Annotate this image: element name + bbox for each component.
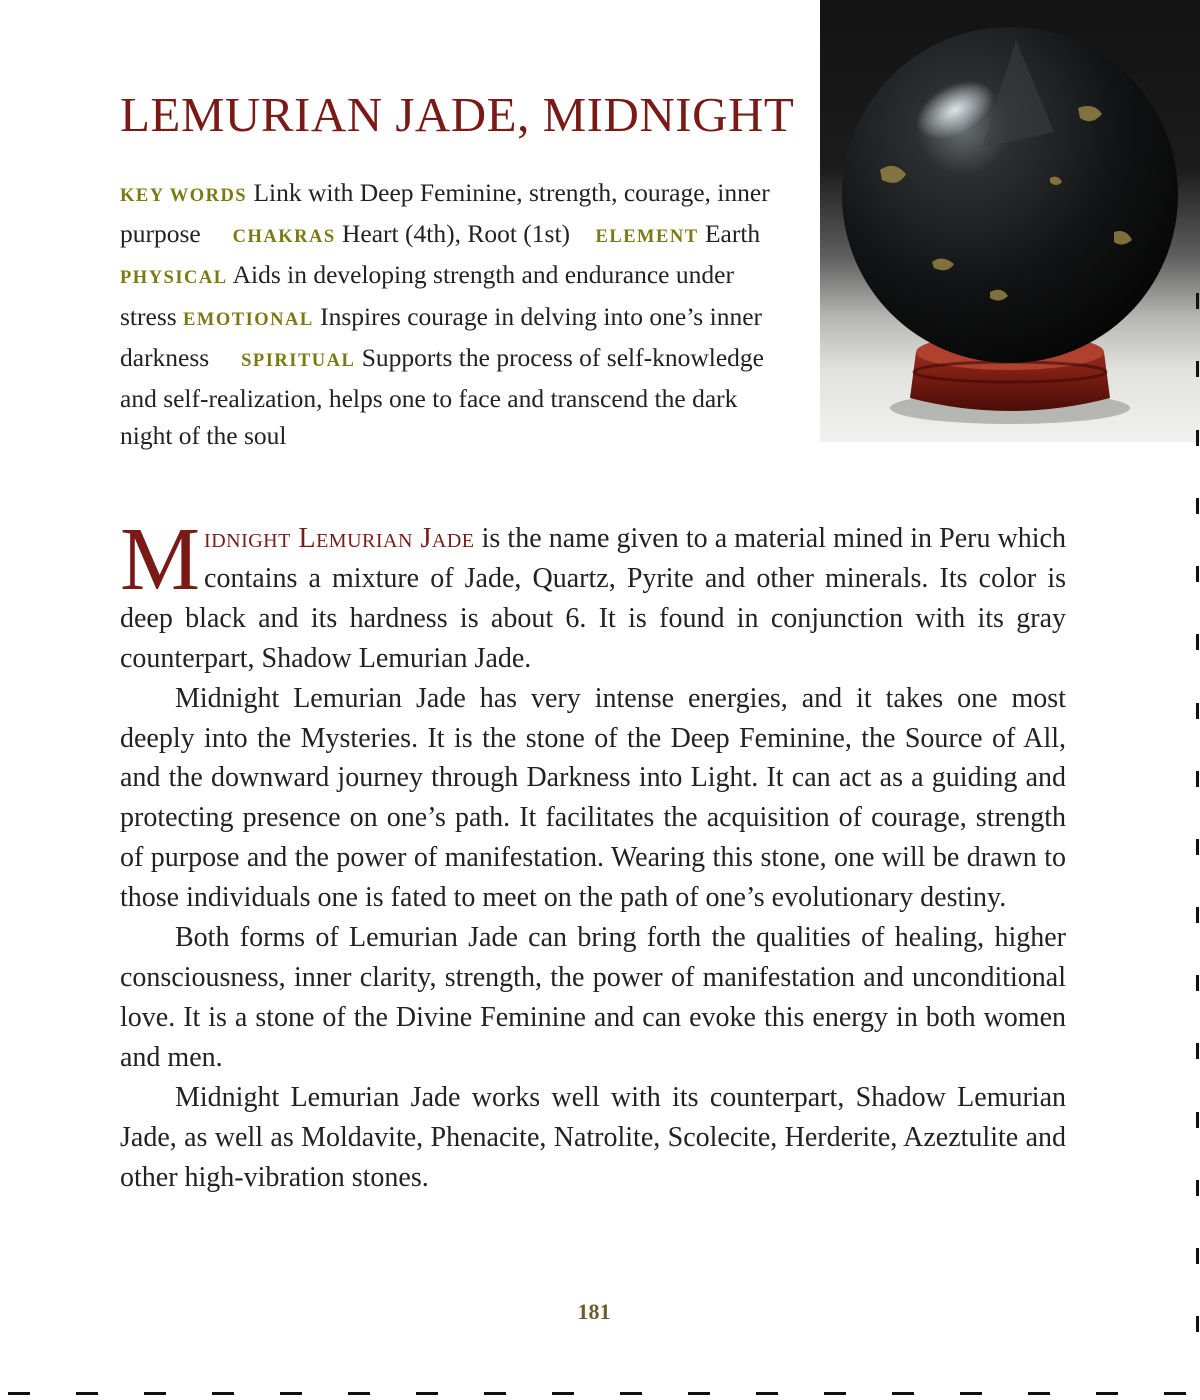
stone-photo [820, 0, 1200, 442]
article-body [120, 510, 1066, 1197]
crop-mark [1028, 1392, 1050, 1395]
chakras-value: Heart (4th), Root (1st) [342, 219, 571, 249]
crop-mark [892, 1392, 914, 1395]
stone-properties [120, 174, 780, 454]
physical-value: Aids in developing strength and endurance under stress [120, 260, 734, 331]
crop-mark [8, 1392, 30, 1395]
key-words-label: KEY WORDS [120, 186, 248, 206]
crop-mark [756, 1392, 778, 1395]
jade-sphere-illustration [820, 0, 1200, 442]
crop-mark [1196, 566, 1199, 582]
paragraph-2: Midnight Lemurian Jade has very intense energies, and it takes one most deeply into the Mysteries. It is the stone of the Deep Feminine, the Source of All, and the downward journey through Darkness into Light. It can act as a guiding and protecting presence on one’s path. It facilitates the acquisition of courage, strength of purpose and the power of manifestation. Wearing this stone, one will be drawn to those individuals one is fated to meet on the path of one’s evolutionary destiny. [120, 682, 1066, 914]
crop-mark [824, 1392, 846, 1395]
crop-mark [280, 1392, 302, 1395]
lead-in-smallcaps: idnight Lemurian Jade [204, 523, 475, 554]
crop-mark [1196, 907, 1199, 923]
crop-mark [1096, 1392, 1118, 1395]
crop-mark [1196, 1043, 1199, 1059]
crop-mark [1196, 293, 1199, 309]
physical-label: PHYSICAL [120, 268, 228, 289]
page-title: LEMURIAN JADE, MIDNIGHT [120, 87, 795, 142]
crop-mark [620, 1392, 642, 1395]
spiritual-label: SPIRITUAL [241, 350, 356, 371]
key-words-value: Link with Deep Feminine, strength, courage, inner purpose [120, 178, 770, 249]
crop-mark [552, 1392, 574, 1395]
crop-mark [1196, 1316, 1199, 1332]
crop-mark [1196, 1112, 1199, 1128]
crop-mark [1196, 771, 1199, 787]
emotional-label: EMOTIONAL [183, 309, 314, 330]
crop-mark [1196, 1180, 1199, 1196]
crop-mark [1196, 1248, 1199, 1264]
element-value: Earth [704, 219, 761, 249]
crop-mark [76, 1392, 98, 1395]
spiritual-value: Supports the process of self-knowledge and self-realization, helps one to face and transcend the dark night of the soul [120, 342, 764, 451]
element-label: ELEMENT [595, 227, 699, 248]
paragraph-1 [120, 510, 1066, 679]
paragraph-4: Midnight Lemurian Jade works well with its counterpart, Shadow Lemurian Jade, as well as Moldavite, Phenacite, Natrolite, Scolecite, Herderite, Azeztulite and other high-vibration stones. [120, 1081, 1066, 1193]
crop-mark [1196, 703, 1199, 719]
crop-mark [1196, 430, 1199, 446]
emotional-value: Inspires courage in delving into one’s inner darkness [120, 301, 763, 372]
crop-mark [688, 1392, 710, 1395]
crop-mark [416, 1392, 438, 1395]
crop-mark [348, 1392, 370, 1395]
crop-mark [144, 1392, 166, 1395]
crop-mark [1196, 975, 1199, 991]
paragraph-1-text: is the name given to a material mined in Peru which contains a mixture of Jade, Quartz, Pyrite and other minerals. Its color is deep black and its hardness is about 6. It is found in conjunction with its gray counterpart, Shadow Lemurian Jade. [120, 523, 1066, 674]
crop-mark [484, 1392, 506, 1395]
crop-mark [1196, 498, 1199, 514]
paragraph-3: Both forms of Lemurian Jade can bring forth the qualities of healing, higher consciousness, inner clarity, strength, the power of manifestation and unconditional love. It is a stone of the Divine Feminine and can evoke this energy in both women and men. [120, 922, 1066, 1073]
crop-mark [1196, 839, 1199, 855]
crop-mark [1164, 1392, 1186, 1395]
drop-cap: M [120, 510, 201, 609]
crop-mark [960, 1392, 982, 1395]
crop-mark [212, 1392, 234, 1395]
page-number: 181 [577, 1299, 611, 1324]
crop-mark [1196, 634, 1199, 650]
chakras-label: CHAKRAS [232, 227, 336, 248]
crop-mark [1196, 361, 1199, 377]
